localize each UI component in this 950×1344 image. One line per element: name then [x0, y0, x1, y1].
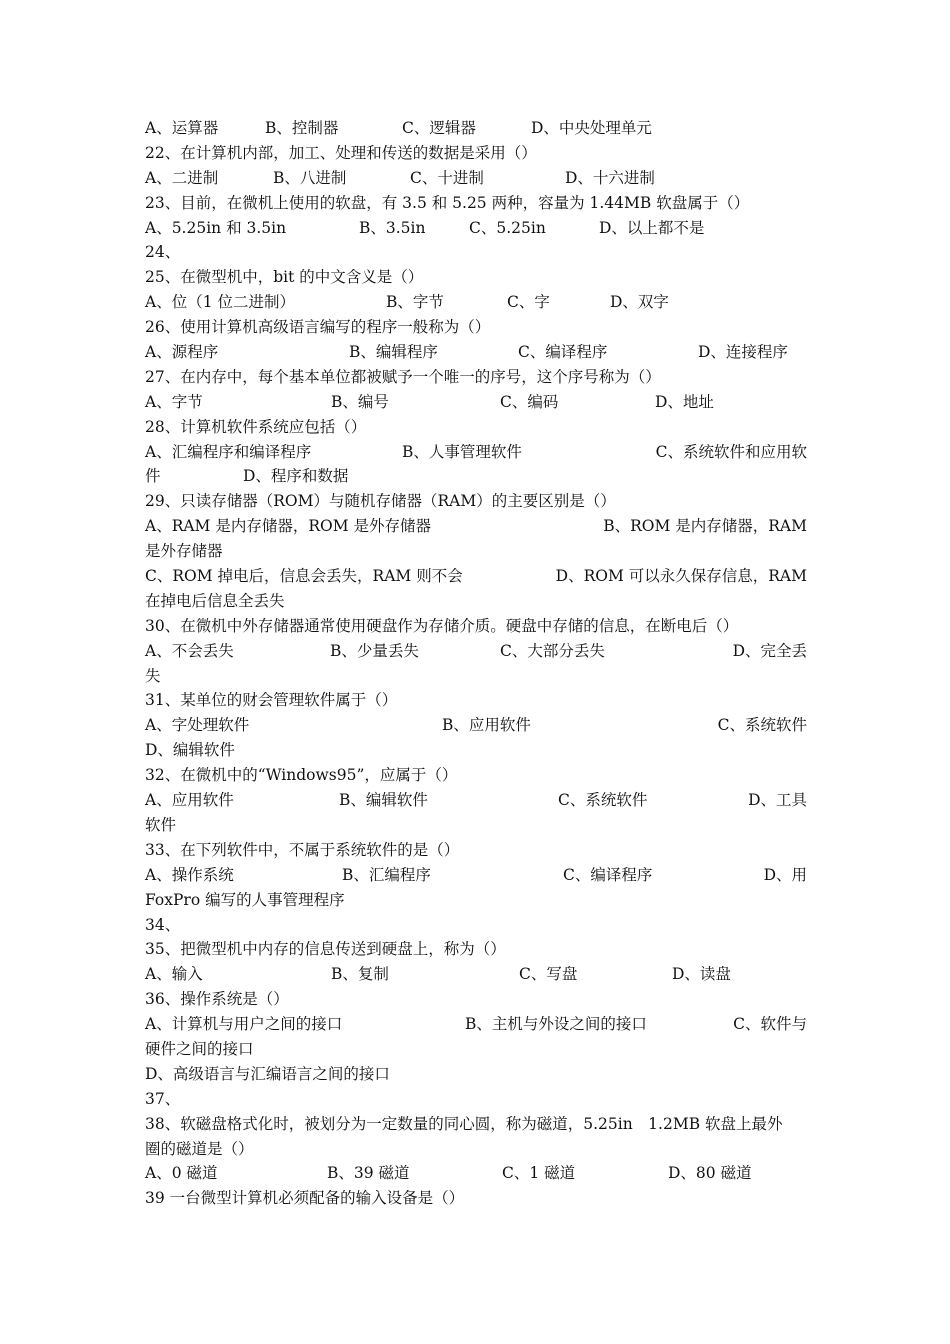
answer-option: A、源程序 [145, 343, 219, 362]
answer-option: B、ROM 是内存储器，RAM [603, 517, 807, 536]
answer-option: A、不会丢失 [145, 641, 234, 660]
options-line [145, 564, 807, 589]
answer-option: C、5.25in [469, 218, 546, 237]
text-line: D、编辑软件 [145, 741, 235, 760]
answer-option: B、39 磁道 [327, 1164, 410, 1183]
options-line [145, 863, 807, 888]
options-line [145, 1012, 807, 1037]
options-line [145, 216, 807, 241]
options-line [145, 464, 807, 489]
text-line: 30、在微机中外存储器通常使用硬盘作为存储介质。硬盘中存储的信息，在断电后（） [145, 616, 739, 635]
answer-option: B、人事管理软件 [402, 442, 522, 461]
answer-option: D、地址 [655, 392, 714, 411]
options-line [145, 116, 807, 141]
answer-option: D、用 [763, 865, 807, 884]
text-line: 22、在计算机内部，加工、处理和传送的数据是采用（） [145, 143, 537, 162]
text-line: 29、只读存储器（ROM）与随机存储器（RAM）的主要区别是（） [145, 492, 616, 511]
text-line: 28、计算机软件系统应包括（） [145, 417, 367, 436]
text-line: 38、软磁盘格式化时，被划分为一定数量的同心圆，称为磁道，5.25in 1.2MB 软盘上最外 [145, 1114, 783, 1133]
text-line: 31、某单位的财会管理软件属于（） [145, 691, 398, 710]
answer-option: D、80 磁道 [668, 1164, 752, 1183]
question-list [145, 116, 807, 1211]
options-line [145, 788, 807, 813]
answer-option: A、RAM 是内存储器，ROM 是外存储器 [145, 517, 432, 536]
answer-option: A、0 磁道 [145, 1164, 218, 1183]
options-line [145, 962, 807, 987]
options-line [145, 390, 807, 415]
answer-option: D、以上都不是 [599, 218, 705, 237]
text-line: 32、在微机中的“Windows95”，应属于（） [145, 766, 458, 785]
options-line [145, 440, 807, 465]
text-line: 27、在内存中，每个基本单位都被赋予一个唯一的序号，这个序号称为（） [145, 367, 661, 386]
answer-option: D、完全丢 [732, 641, 807, 660]
answer-option: B、控制器 [265, 119, 339, 137]
answer-option: B、应用软件 [442, 716, 531, 735]
text-line: 硬件之间的接口 [145, 1039, 254, 1058]
options-line [145, 639, 807, 664]
answer-option: A、应用软件 [145, 791, 234, 810]
answer-option: D、十六进制 [565, 168, 655, 187]
answer-option: B、汇编程序 [342, 865, 431, 884]
answer-option: B、编号 [331, 392, 389, 411]
answer-option: C、写盘 [519, 965, 578, 984]
answer-option: C、1 磁道 [502, 1164, 576, 1183]
answer-option: C、系统软件 [717, 716, 807, 735]
answer-option: D、ROM 可以永久保存信息，RAM [555, 567, 807, 586]
answer-option: C、字 [507, 293, 550, 312]
options-line [145, 713, 807, 738]
answer-option: C、编译程序 [518, 343, 608, 362]
answer-option: D、程序和数据 [243, 467, 349, 486]
answer-option: C、编译程序 [563, 865, 653, 884]
text-line: 26、使用计算机高级语言编写的程序一般称为（） [145, 318, 491, 337]
options-line [145, 166, 807, 191]
text-line: 36、操作系统是（） [145, 990, 289, 1009]
answer-option: B、复制 [331, 965, 389, 984]
answer-option: A、汇编程序和编译程序 [145, 442, 312, 461]
options-line [145, 290, 807, 315]
options-line [145, 340, 807, 365]
answer-option: C、编码 [500, 392, 559, 411]
text-line: 34、 [145, 915, 181, 934]
answer-option: B、3.5in [359, 218, 426, 237]
answer-option: A、输入 [145, 965, 203, 984]
answer-option: C、系统软件和应用软 [655, 442, 807, 461]
text-line: 25、在微型机中，bit 的中文含义是（） [145, 268, 424, 287]
answer-option: D、工具 [748, 791, 807, 810]
options-line [145, 514, 807, 539]
text-line: 39 一台微型计算机必须配备的输入设备是（） [145, 1189, 465, 1208]
text-line: 在掉电后信息全丢失 [145, 591, 285, 610]
answer-option: D、中央处理单元 [531, 119, 652, 137]
answer-option: A、二进制 [145, 168, 219, 187]
text-line: 失 [145, 666, 161, 685]
answer-option: C、十进制 [410, 168, 484, 187]
answer-option: D、读盘 [672, 965, 731, 984]
text-line: 35、把微型机中内存的信息传送到硬盘上，称为（） [145, 940, 506, 959]
answer-option: B、八进制 [273, 168, 347, 187]
answer-option: A、操作系统 [145, 865, 234, 884]
answer-option: B、字节 [386, 293, 444, 312]
options-line [145, 1161, 807, 1186]
answer-option: A、5.25in 和 3.5in [145, 218, 287, 237]
answer-option: D、双字 [610, 293, 669, 312]
text-line: 37、 [145, 1089, 181, 1108]
text-line: 23、目前，在微机上使用的软盘，有 3.5 和 5.25 两种，容量为 1.44MB 软盘属于（） [145, 193, 750, 212]
text-line: 是外存储器 [145, 542, 223, 561]
text-line: 软件 [145, 815, 177, 834]
answer-option: C、大部分丢失 [500, 641, 605, 660]
answer-option: C、软件与 [733, 1015, 807, 1034]
answer-option: C、逻辑器 [402, 119, 476, 137]
answer-option: C、ROM 掉电后，信息会丢失，RAM 则不会 [145, 567, 463, 586]
answer-option: A、位（1 位二进制） [145, 293, 295, 312]
answer-option: A、运算器 [145, 119, 219, 137]
text-line: 33、在下列软件中，不属于系统软件的是（） [145, 840, 460, 859]
text-line: 24、 [145, 243, 181, 262]
text-line: FoxPro 编写的人事管理程序 [145, 890, 345, 909]
text-line: 圈的磁道是（） [145, 1139, 254, 1158]
answer-option: C、系统软件 [558, 791, 648, 810]
answer-option: A、字处理软件 [145, 716, 250, 735]
answer-option: B、编辑程序 [349, 343, 438, 362]
answer-option: B、编辑软件 [339, 791, 428, 810]
answer-option: 件 [145, 467, 161, 486]
answer-option: D、连接程序 [698, 343, 788, 362]
text-line: D、高级语言与汇编语言之间的接口 [145, 1064, 390, 1083]
answer-option: A、字节 [145, 392, 203, 411]
answer-option: A、计算机与用户之间的接口 [145, 1015, 343, 1034]
answer-option: B、主机与外设之间的接口 [465, 1015, 647, 1034]
answer-option: B、少量丢失 [330, 641, 419, 660]
